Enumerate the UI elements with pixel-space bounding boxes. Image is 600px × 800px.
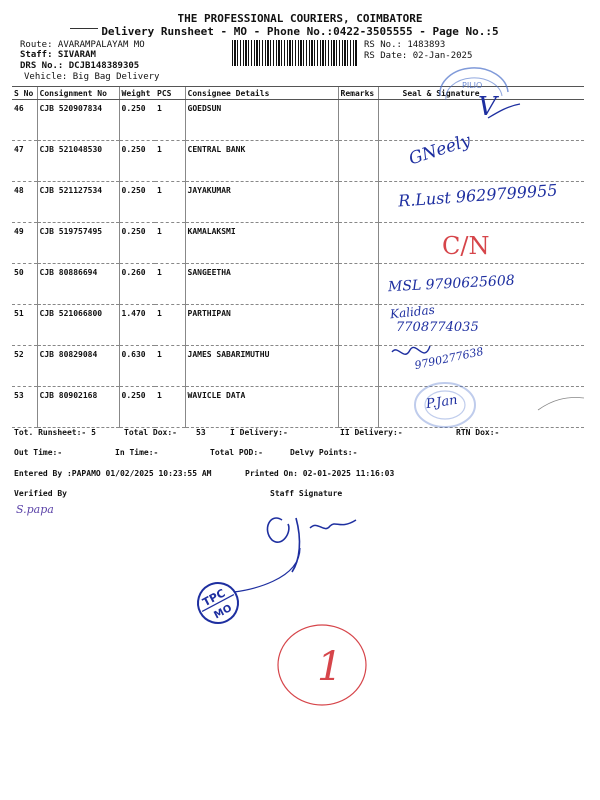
hand-row47: GNeely bbox=[406, 130, 474, 170]
cell-sno: 46 bbox=[12, 100, 37, 141]
cell-consignment: CJB 80829084 bbox=[37, 346, 119, 387]
faint-stamp-icon bbox=[415, 383, 475, 427]
drs-label: DRS No.: DCJB148389305 bbox=[20, 61, 140, 71]
tpc-stamp-icon bbox=[191, 576, 245, 630]
out-time: Out Time:- bbox=[14, 448, 63, 457]
cell-sno: 47 bbox=[12, 141, 37, 182]
cell-pcs: 1 bbox=[155, 305, 185, 346]
hand-row49: C/N bbox=[442, 232, 490, 260]
stamp-text-bottom: MO bbox=[212, 602, 234, 622]
cell-consignment: CJB 519757495 bbox=[37, 223, 119, 264]
col-weight: Weight bbox=[119, 87, 155, 100]
cell-weight: 0.250 bbox=[119, 100, 155, 141]
cell-pcs: 1 bbox=[155, 141, 185, 182]
cell-weight: 0.250 bbox=[119, 387, 155, 428]
stamp-text-top: TPC bbox=[200, 586, 228, 610]
cell-weight: 0.630 bbox=[119, 346, 155, 387]
vehicle-label: Vehicle: Big Bag Delivery bbox=[24, 72, 160, 82]
pencil-stroke-icon bbox=[538, 398, 584, 411]
cell-consignment: CJB 80902168 bbox=[37, 387, 119, 428]
cell-weight: 1.470 bbox=[119, 305, 155, 346]
hand-row50: MSL 9790625608 bbox=[387, 272, 516, 296]
verified-by: Verified By bbox=[14, 489, 67, 498]
ii-delivery: II Delivery:- bbox=[340, 428, 403, 437]
cell-consignment: CJB 521066800 bbox=[37, 305, 119, 346]
hand-row46: V bbox=[478, 92, 497, 122]
cell-consignee: WAVICLE DATA bbox=[185, 387, 338, 428]
cell-pcs: 1 bbox=[155, 100, 185, 141]
printed-on: Printed On: 02-01-2025 11:16:03 bbox=[245, 469, 395, 478]
hand-row51-name: Kalidas bbox=[389, 302, 436, 322]
staff-label: Staff: SIVARAM bbox=[20, 50, 96, 60]
hand-row48: R.Lust 9629799955 bbox=[397, 180, 559, 211]
cell-sno: 49 bbox=[12, 223, 37, 264]
tot-runsheet: Tot. Runsheet:- 5 bbox=[14, 428, 96, 437]
cell-sno: 50 bbox=[12, 264, 37, 305]
top-stamp-text: PILIO bbox=[462, 81, 483, 90]
cell-sno: 48 bbox=[12, 182, 37, 223]
cell-consignee: CENTRAL BANK bbox=[185, 141, 338, 182]
cell-consignee: GOEDSUN bbox=[185, 100, 338, 141]
cell-sno: 52 bbox=[12, 346, 37, 387]
cell-consignee: JAMES SABARIMUTHU bbox=[185, 346, 338, 387]
route-label: Route: AVARAMPALAYAM MO bbox=[20, 40, 145, 50]
hand-row53: P.Jan bbox=[425, 392, 459, 413]
col-seal: Seal & Signature bbox=[378, 87, 584, 100]
cell-sno: 51 bbox=[12, 305, 37, 346]
cell-pcs: 1 bbox=[155, 223, 185, 264]
company-title: THE PROFESSIONAL COURIERS, COIMBATORE bbox=[177, 12, 423, 25]
rs-no-label: RS No.: 1483893 bbox=[364, 40, 446, 50]
signature-stroke-icon bbox=[488, 104, 520, 118]
signature-scribble-icon bbox=[392, 346, 430, 354]
cell-pcs: 1 bbox=[155, 264, 185, 305]
staff-signature-label: Staff Signature bbox=[270, 489, 343, 498]
col-sno: S No bbox=[12, 87, 37, 100]
cell-pcs: 1 bbox=[155, 387, 185, 428]
rs-date-label: RS Date: 02-Jan-2025 bbox=[364, 51, 473, 61]
cell-consignment: CJB 521127534 bbox=[37, 182, 119, 223]
cell-consignee: PARTHIPAN bbox=[185, 305, 338, 346]
hand-verified: S.papa bbox=[16, 503, 54, 516]
cell-consignment: CJB 521048530 bbox=[37, 141, 119, 182]
delvy-points: Delvy Points:- bbox=[290, 448, 358, 457]
entered-by: Entered By :PAPAMO 01/02/2025 10:23:55 AM bbox=[14, 469, 212, 478]
cell-weight: 0.250 bbox=[119, 141, 155, 182]
cell-consignee: KAMALAKSMI bbox=[185, 223, 338, 264]
hand-row51-phone: 7708774035 bbox=[396, 320, 479, 335]
cell-consignment: CJB 520907834 bbox=[37, 100, 119, 141]
cell-weight: 0.260 bbox=[119, 264, 155, 305]
col-remarks: Remarks bbox=[338, 87, 378, 100]
i-delivery: I Delivery:- bbox=[230, 428, 288, 437]
cell-sno: 53 bbox=[12, 387, 37, 428]
cell-weight: 0.250 bbox=[119, 223, 155, 264]
circled-number: 1 bbox=[317, 644, 343, 690]
col-consignment: Consignment No bbox=[37, 87, 119, 100]
cell-pcs: 1 bbox=[155, 346, 185, 387]
in-time: In Time:- bbox=[115, 448, 159, 457]
cell-consignee: SANGEETHA bbox=[185, 264, 338, 305]
rtn-dox: RTN Dox:- bbox=[456, 428, 500, 437]
staff-signature-icon bbox=[234, 518, 356, 592]
total-dox-label: Total Dox:- bbox=[124, 428, 177, 437]
total-pod: Total POD:- bbox=[210, 448, 263, 457]
cell-pcs: 1 bbox=[155, 182, 185, 223]
col-consignee: Consignee Details bbox=[185, 87, 338, 100]
cell-consignee: JAYAKUMAR bbox=[185, 182, 338, 223]
col-pcs: PCS bbox=[155, 87, 185, 100]
hand-row52: 9790277638 bbox=[413, 344, 485, 373]
runsheet-title: Delivery Runsheet - MO - Phone No.:0422-3505555 - Page No.:5 bbox=[101, 25, 499, 38]
cell-weight: 0.250 bbox=[119, 182, 155, 223]
cell-consignment: CJB 80886694 bbox=[37, 264, 119, 305]
total-dox-value: 53 bbox=[196, 428, 206, 437]
